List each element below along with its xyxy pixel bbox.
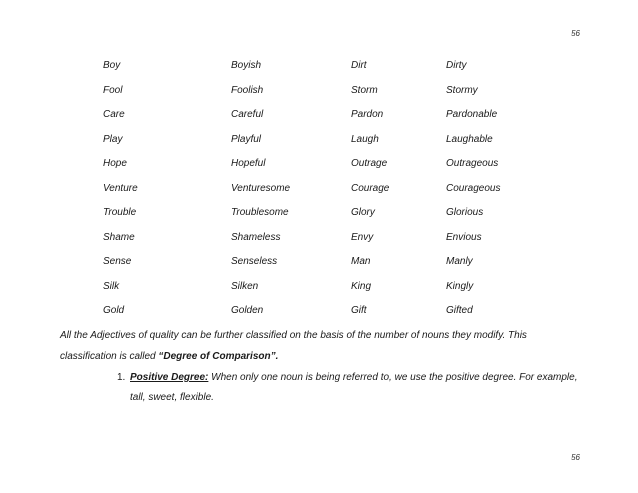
noun-cell: Boy xyxy=(103,60,121,71)
adjective-cell: Courageous xyxy=(446,182,501,194)
adjective-cell: Shameless xyxy=(231,231,281,243)
adjective-cell: Envious xyxy=(446,231,482,243)
noun-cell: Gold xyxy=(103,305,125,316)
paragraph-line-2: classification is called xyxy=(60,351,159,362)
noun-cell: Pardon xyxy=(351,109,384,120)
table-row xyxy=(103,254,523,279)
noun-cell: Courage xyxy=(351,182,390,194)
table-row xyxy=(103,279,523,304)
noun-cell: Glory xyxy=(351,207,375,218)
noun-cell: Venture xyxy=(103,182,138,194)
noun-cell: King xyxy=(351,280,372,292)
page-number-bottom: 56 xyxy=(571,453,580,462)
table-row xyxy=(103,107,523,132)
noun-cell: Man xyxy=(351,256,371,267)
adjective-cell: Golden xyxy=(231,305,264,316)
adjective-cell: Laughable xyxy=(446,133,493,145)
page-number-top: 56 xyxy=(571,29,580,38)
noun-cell: Trouble xyxy=(103,207,137,218)
adjective-cell: Careful xyxy=(231,109,264,120)
table-row xyxy=(103,132,523,157)
adjective-cell: Silken xyxy=(231,280,259,292)
noun-cell: Silk xyxy=(103,280,120,292)
noun-cell: Outrage xyxy=(351,158,388,169)
list-item xyxy=(117,368,587,408)
adjective-cell: Playful xyxy=(231,133,262,145)
adjective-cell: Glorious xyxy=(446,207,484,218)
adjective-formation-table xyxy=(103,58,523,328)
list-number: 1. xyxy=(117,372,126,383)
noun-cell: Hope xyxy=(103,158,127,169)
paragraph-line-1: All the Adjectives of quality can be further classified on the basis of the number of nouns they modify. This xyxy=(60,330,527,341)
table-row xyxy=(103,205,523,230)
noun-cell: Dirt xyxy=(351,60,367,71)
adjective-cell: Gifted xyxy=(446,305,473,316)
list-item-body xyxy=(130,368,587,408)
list-text: When only one noun is being referred to, we use the positive degree. For example, tall, sweet, flexible. xyxy=(130,372,578,403)
adjective-cell: Stormy xyxy=(446,84,478,96)
noun-cell: Envy xyxy=(351,231,374,243)
noun-cell: Care xyxy=(103,109,125,120)
adjective-cell: Manly xyxy=(446,256,473,267)
noun-cell: Laugh xyxy=(351,133,379,145)
table-row xyxy=(103,181,523,206)
adjective-cell: Boyish xyxy=(231,60,262,71)
adjective-cell: Kingly xyxy=(446,280,474,292)
table-row xyxy=(103,58,523,83)
noun-cell: Sense xyxy=(103,256,132,267)
paragraph-emphasis: “Degree of Comparison”. xyxy=(158,351,279,362)
table-row xyxy=(103,83,523,108)
table-row xyxy=(103,230,523,255)
adjective-cell: Outrageous xyxy=(446,158,499,169)
table-row xyxy=(103,303,523,328)
list-term: Positive Degree: xyxy=(130,372,209,383)
adjective-cell: Pardonable xyxy=(446,109,498,120)
noun-cell: Fool xyxy=(103,84,123,96)
noun-cell: Storm xyxy=(351,84,378,96)
degree-of-comparison-paragraph xyxy=(60,325,580,367)
adjective-cell: Venturesome xyxy=(231,182,291,194)
table-row xyxy=(103,156,523,181)
noun-cell: Play xyxy=(103,133,123,145)
adjective-cell: Hopeful xyxy=(231,158,266,169)
noun-cell: Gift xyxy=(351,305,367,316)
adjective-cell: Troublesome xyxy=(231,207,289,218)
adjective-cell: Dirty xyxy=(446,60,467,71)
adjective-cell: Foolish xyxy=(231,84,264,96)
adjective-cell: Senseless xyxy=(231,256,278,267)
noun-cell: Shame xyxy=(103,231,135,243)
